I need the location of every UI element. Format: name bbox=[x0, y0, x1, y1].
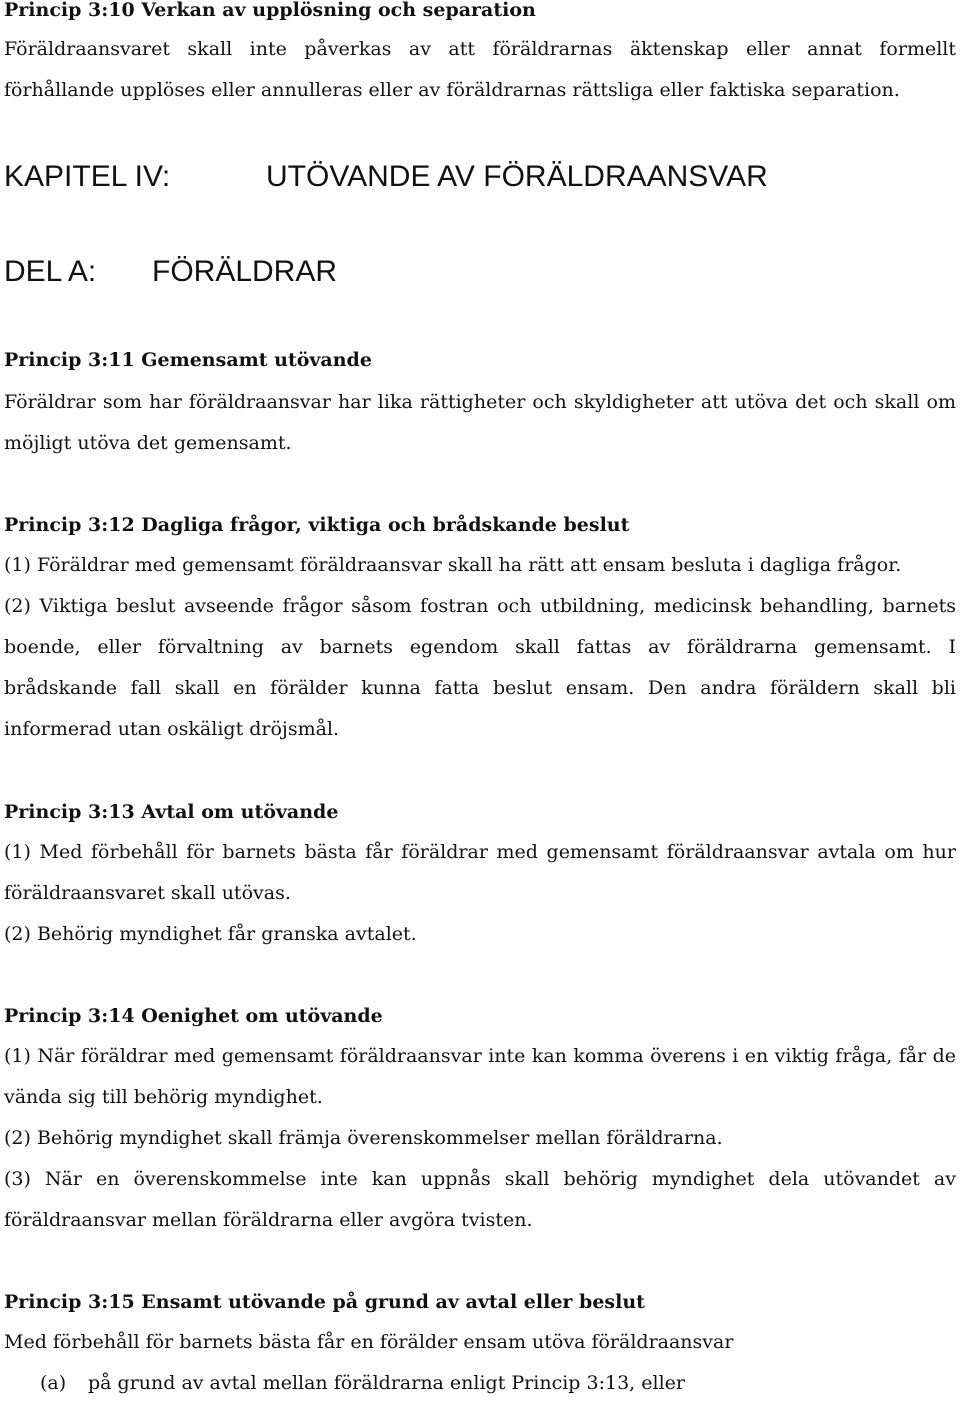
section-heading: Princip 3:12 Dagliga frågor, viktiga och brådskande beslut bbox=[4, 514, 630, 536]
list-item: (1) Föräldrar med gemensamt föräldraansvar skall ha rätt att ensam besluta i dagliga frågor. bbox=[4, 554, 902, 576]
list-item: (2) Viktiga beslut avseende frågor såsom fostran och utbildning, medicinsk behandling, barnets boende, eller förvaltning av barnets egendom skall fattas av föräldrarna gemensamt. I brådskande fall skall en förälder kunna fatta beslut ensam. Den andra föräldern skall bli informerad utan oskäligt dröjsmål. bbox=[4, 595, 956, 740]
chapter-heading bbox=[4, 157, 956, 197]
list-item: (2) Behörig myndighet skall främja överenskommelser mellan föräldrarna. bbox=[4, 1127, 723, 1149]
section-princip-3-11 bbox=[4, 346, 956, 464]
chapter-number: KAPITEL IV: bbox=[4, 160, 171, 193]
part-title: FÖRÄLDRAR bbox=[152, 255, 338, 288]
section-heading: Princip 3:11 Gemensamt utövande bbox=[4, 349, 372, 371]
part-number: DEL A: bbox=[4, 255, 97, 288]
list-item-marker: (a) bbox=[40, 1372, 67, 1394]
section-princip-3-13 bbox=[4, 798, 956, 955]
section-princip-3-10 bbox=[4, 0, 956, 111]
section-heading: Princip 3:13 Avtal om utövande bbox=[4, 801, 339, 823]
section-heading: Princip 3:14 Oenighet om utövande bbox=[4, 1005, 383, 1027]
section-princip-3-12 bbox=[4, 511, 956, 750]
section-body: Föräldraansvaret skall inte påverkas av att föräldrarnas äktenskap eller annat formellt förhållande upplöses eller annulleras eller av föräldrarnas rättsliga eller faktiska separation. bbox=[4, 38, 956, 101]
section-princip-3-14 bbox=[4, 1002, 956, 1241]
list-item: (2) Behörig myndighet får granska avtalet. bbox=[4, 923, 417, 945]
section-heading: Princip 3:10 Verkan av upplösning och separation bbox=[4, 0, 536, 21]
section-heading: Princip 3:15 Ensamt utövande på grund av avtal eller beslut bbox=[4, 1291, 645, 1313]
section-body: Föräldrar som har föräldraansvar har lika rättigheter och skyldigheter att utöva det och skall om möjligt utöva det gemensamt. bbox=[4, 391, 956, 454]
list-item: (3) När en överenskommelse inte kan uppnås skall behörig myndighet dela utövandet av föräldraansvar mellan föräldrarna eller avgöra tvisten. bbox=[4, 1168, 956, 1231]
section-body: Med förbehåll för barnets bästa får en förälder ensam utöva föräldraansvar bbox=[4, 1331, 734, 1353]
list-item bbox=[4, 1363, 956, 1403]
chapter-title: UTÖVANDE AV FÖRÄLDRAANSVAR bbox=[266, 160, 768, 193]
section-princip-3-15 bbox=[4, 1288, 956, 1403]
list-item: (1) Med förbehåll för barnets bästa får föräldrar med gemensamt föräldraansvar avtala om hur föräldraansvaret skall utövas. bbox=[4, 841, 956, 904]
list-item: (1) När föräldrar med gemensamt föräldraansvar inte kan komma överens i en viktig fråga, får de vända sig till behörig myndighet. bbox=[4, 1045, 956, 1108]
part-heading bbox=[4, 252, 956, 292]
list-item-text: på grund av avtal mellan föräldrarna enligt Princip 3:13, eller bbox=[88, 1372, 685, 1394]
